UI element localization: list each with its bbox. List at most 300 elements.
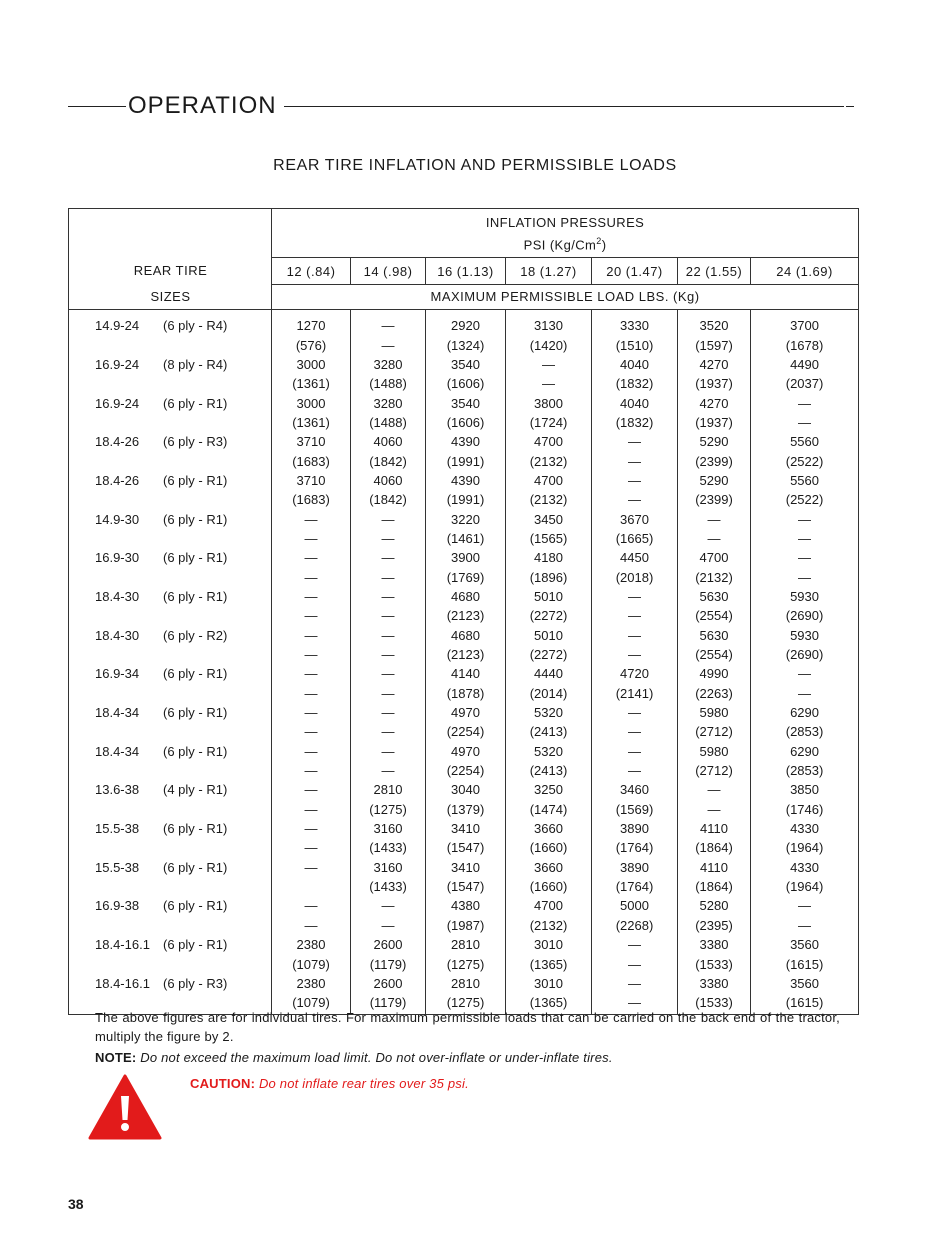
load-lbs-cell: —: [272, 896, 351, 915]
load-lbs-cell: —: [592, 935, 678, 954]
sizes-label: SIZES: [150, 289, 191, 304]
load-lbs-cell: —: [592, 974, 678, 993]
load-kg-cell: (2123): [426, 645, 506, 664]
load-lbs-cell: 4720: [592, 664, 678, 683]
table-title: REAR TIRE INFLATION AND PERMISSIBLE LOADS: [273, 157, 677, 174]
tire-ply-rating: (6 ply - R1): [163, 937, 228, 953]
load-kg-cell: (1615): [751, 954, 859, 973]
tire-size-cell: [69, 877, 272, 896]
header-rule-end: [846, 106, 854, 107]
inflation-pressures-header: [272, 209, 859, 258]
load-kg-cell: —: [351, 606, 426, 625]
load-lbs-cell: —: [751, 509, 859, 528]
load-lbs-cell: —: [592, 742, 678, 761]
load-kg-cell: (1379): [426, 800, 506, 819]
load-lbs-cell: 4700: [506, 432, 592, 451]
load-lbs-cell: 4380: [426, 896, 506, 915]
load-kg-cell: (2395): [678, 916, 751, 935]
tire-size-cell: [69, 587, 272, 606]
load-kg-cell: (1533): [678, 954, 751, 973]
load-kg-cell: —: [678, 800, 751, 819]
tire-size-cell: [69, 413, 272, 432]
load-kg-cell: —: [592, 451, 678, 470]
load-kg-cell: (1896): [506, 567, 592, 586]
load-lbs-cell: 3670: [592, 509, 678, 528]
pressure-header-cell: 16 (1.13): [426, 258, 506, 284]
load-lbs-cell: —: [272, 548, 351, 567]
tire-size-cell: [69, 916, 272, 935]
tire-size: 18.4-30: [95, 627, 140, 643]
table-row: [69, 335, 859, 354]
load-lbs-cell: —: [678, 509, 751, 528]
load-lbs-cell: 5630: [678, 587, 751, 606]
load-kg-cell: —: [351, 567, 426, 586]
load-kg-cell: (1987): [426, 916, 506, 935]
load-kg-cell: (2690): [751, 606, 859, 625]
load-lbs-cell: 3000: [272, 393, 351, 412]
load-lbs-cell: 3660: [506, 858, 592, 877]
load-lbs-cell: —: [272, 742, 351, 761]
load-lbs-cell: 3380: [678, 935, 751, 954]
load-kg-cell: —: [272, 838, 351, 857]
tire-ply-rating: (6 ply - R3): [163, 975, 228, 991]
tire-size-cell: [69, 335, 272, 354]
tire-size-cell: [69, 800, 272, 819]
load-lbs-cell: 5320: [506, 703, 592, 722]
load-kg-cell: (1547): [426, 877, 506, 896]
table-row: [69, 684, 859, 703]
load-kg-cell: —: [751, 529, 859, 548]
load-kg-cell: —: [351, 684, 426, 703]
tire-ply-rating: (6 ply - R1): [163, 395, 228, 411]
load-lbs-cell: 4390: [426, 471, 506, 490]
load-kg-cell: (1275): [351, 800, 426, 819]
tire-size: 16.9-24: [95, 395, 140, 411]
tire-size-cell: [69, 606, 272, 625]
tire-size-cell: [69, 355, 272, 374]
load-lbs-cell: 4330: [751, 819, 859, 838]
load-kg-cell: (2413): [506, 722, 592, 741]
load-lbs-cell: 5280: [678, 896, 751, 915]
load-lbs-cell: 3410: [426, 819, 506, 838]
load-kg-cell: (1665): [592, 529, 678, 548]
load-kg-cell: —: [351, 916, 426, 935]
load-kg-cell: —: [592, 761, 678, 780]
load-lbs-cell: 3540: [426, 393, 506, 412]
load-kg-cell: (1864): [678, 838, 751, 857]
load-kg-cell: (1361): [272, 413, 351, 432]
load-kg-cell: (1510): [592, 335, 678, 354]
load-lbs-cell: 5560: [751, 432, 859, 451]
load-lbs-cell: 4680: [426, 587, 506, 606]
load-lbs-cell: 5630: [678, 626, 751, 645]
load-lbs-cell: 4060: [351, 471, 426, 490]
load-kg-cell: (2254): [426, 761, 506, 780]
load-lbs-cell: 4450: [592, 548, 678, 567]
load-kg-cell: (2254): [426, 722, 506, 741]
load-kg-cell: (576): [272, 335, 351, 354]
load-lbs-cell: 1270: [272, 310, 351, 336]
load-kg-cell: (2018): [592, 567, 678, 586]
table-row: [69, 703, 859, 722]
load-lbs-cell: 5000: [592, 896, 678, 915]
load-lbs-cell: 5290: [678, 432, 751, 451]
load-kg-cell: (1533): [678, 993, 751, 1015]
load-kg-cell: (1864): [678, 877, 751, 896]
load-kg-cell: (2522): [751, 451, 859, 470]
load-kg-cell: (1420): [506, 335, 592, 354]
load-lbs-cell: 3330: [592, 310, 678, 336]
load-kg-cell: (1569): [592, 800, 678, 819]
tire-size: 18.4-30: [95, 588, 140, 604]
load-lbs-cell: —: [351, 626, 426, 645]
load-lbs-cell: 3520: [678, 310, 751, 336]
tire-size: 16.9-24: [95, 356, 140, 372]
table-row: [69, 432, 859, 451]
load-lbs-cell: 3540: [426, 355, 506, 374]
load-lbs-cell: 3890: [592, 858, 678, 877]
note-label: NOTE:: [95, 1050, 137, 1065]
load-lbs-cell: 4110: [678, 858, 751, 877]
tire-ply-rating: (6 ply - R1): [163, 472, 228, 488]
tire-ply-rating: (6 ply - R1): [163, 821, 228, 837]
tire-ply-rating: (6 ply - R1): [163, 666, 228, 682]
load-lbs-cell: 3850: [751, 780, 859, 799]
load-kg-cell: (1683): [272, 451, 351, 470]
tire-size-cell: [69, 567, 272, 586]
tire-ply-rating: (6 ply - R1): [163, 588, 228, 604]
load-kg-cell: (2853): [751, 761, 859, 780]
table-row: [69, 877, 859, 896]
load-lbs-cell: 4060: [351, 432, 426, 451]
rear-tire-sizes-header: [69, 209, 272, 310]
tire-size-cell: [69, 432, 272, 451]
tire-size: 16.9-30: [95, 550, 140, 566]
load-kg-cell: [272, 877, 351, 896]
load-lbs-cell: 2920: [426, 310, 506, 336]
load-lbs-cell: 4390: [426, 432, 506, 451]
caution-label: CAUTION:: [190, 1076, 256, 1091]
table-row: [69, 954, 859, 973]
load-lbs-cell: —: [272, 703, 351, 722]
tire-size: 18.4-26: [95, 472, 140, 488]
load-kg-cell: —: [272, 916, 351, 935]
load-lbs-cell: 4700: [506, 471, 592, 490]
load-kg-cell: —: [272, 567, 351, 586]
load-kg-cell: —: [351, 529, 426, 548]
pressure-header-cell: 20 (1.47): [592, 258, 678, 284]
load-lbs-cell: —: [351, 509, 426, 528]
tire-ply-rating: (6 ply - R2): [163, 627, 228, 643]
table-row: [69, 626, 859, 645]
table-row: [69, 742, 859, 761]
load-kg-cell: —: [751, 567, 859, 586]
load-kg-cell: (1179): [351, 993, 426, 1015]
load-kg-cell: —: [506, 374, 592, 393]
load-kg-cell: —: [351, 761, 426, 780]
load-lbs-cell: 4110: [678, 819, 751, 838]
load-lbs-cell: 3040: [426, 780, 506, 799]
table-row: [69, 896, 859, 915]
tire-size-cell: [69, 374, 272, 393]
load-kg-cell: (1565): [506, 529, 592, 548]
load-kg-cell: —: [351, 335, 426, 354]
tire-size-cell: [69, 703, 272, 722]
load-kg-cell: (2123): [426, 606, 506, 625]
load-lbs-cell: 3220: [426, 509, 506, 528]
load-kg-cell: —: [272, 645, 351, 664]
tire-load-table-wrapper: [68, 208, 858, 1015]
load-kg-cell: (1324): [426, 335, 506, 354]
load-lbs-cell: 5930: [751, 626, 859, 645]
tire-size-cell: [69, 490, 272, 509]
load-kg-cell: (1764): [592, 877, 678, 896]
load-kg-cell: —: [592, 490, 678, 509]
load-lbs-cell: 3800: [506, 393, 592, 412]
tire-load-table: [68, 208, 859, 1015]
table-row: [69, 664, 859, 683]
load-lbs-cell: 3660: [506, 819, 592, 838]
load-kg-cell: —: [592, 722, 678, 741]
load-lbs-cell: —: [751, 393, 859, 412]
load-kg-cell: —: [272, 722, 351, 741]
tire-ply-rating: (4 ply - R1): [163, 782, 228, 798]
load-kg-cell: —: [351, 722, 426, 741]
table-row: [69, 355, 859, 374]
load-lbs-cell: —: [272, 587, 351, 606]
load-kg-cell: (1660): [506, 838, 592, 857]
tire-size-cell: [69, 529, 272, 548]
tire-ply-rating: (6 ply - R1): [163, 859, 228, 875]
load-kg-cell: (2413): [506, 761, 592, 780]
load-lbs-cell: —: [272, 626, 351, 645]
table-row: [69, 916, 859, 935]
load-lbs-cell: —: [351, 587, 426, 606]
load-kg-cell: (2132): [506, 451, 592, 470]
load-lbs-cell: —: [272, 858, 351, 877]
load-lbs-cell: 4990: [678, 664, 751, 683]
tire-size-cell: [69, 819, 272, 838]
table-row: [69, 471, 859, 490]
load-lbs-cell: 3160: [351, 858, 426, 877]
load-kg-cell: (1678): [751, 335, 859, 354]
footnote: The above figures are for individual tires. For maximum permissible loads that can be carried on the back end of the tractor, multiply the figure by 2.: [95, 1010, 840, 1044]
load-lbs-cell: 4180: [506, 548, 592, 567]
tire-size-cell: [69, 974, 272, 993]
load-kg-cell: —: [751, 684, 859, 703]
tire-size-cell: [69, 626, 272, 645]
tire-size-cell: [69, 451, 272, 470]
load-lbs-cell: 3410: [426, 858, 506, 877]
tire-size: 15.5-38: [95, 859, 140, 875]
load-kg-cell: —: [751, 916, 859, 935]
table-row: [69, 490, 859, 509]
tire-size: 18.4-34: [95, 705, 140, 721]
load-lbs-cell: —: [272, 819, 351, 838]
load-kg-cell: (1842): [351, 490, 426, 509]
load-lbs-cell: 5980: [678, 742, 751, 761]
pressure-header-cell: 18 (1.27): [506, 258, 592, 284]
load-lbs-cell: 4700: [678, 548, 751, 567]
load-lbs-cell: —: [506, 355, 592, 374]
load-kg-cell: (1683): [272, 490, 351, 509]
load-kg-cell: (2522): [751, 490, 859, 509]
load-kg-cell: (2399): [678, 451, 751, 470]
load-kg-cell: (1474): [506, 800, 592, 819]
load-kg-cell: (1937): [678, 413, 751, 432]
load-lbs-cell: 3280: [351, 393, 426, 412]
load-kg-cell: —: [351, 645, 426, 664]
tire-size: 16.9-38: [95, 898, 140, 914]
load-kg-cell: (2853): [751, 722, 859, 741]
load-kg-cell: (1964): [751, 877, 859, 896]
load-lbs-cell: —: [592, 626, 678, 645]
load-lbs-cell: 3280: [351, 355, 426, 374]
load-kg-cell: —: [592, 606, 678, 625]
load-kg-cell: (1724): [506, 413, 592, 432]
load-lbs-cell: 4680: [426, 626, 506, 645]
load-kg-cell: (1842): [351, 451, 426, 470]
load-lbs-cell: 5290: [678, 471, 751, 490]
table-body: [69, 310, 859, 1015]
section-title: OPERATION: [126, 90, 279, 122]
load-kg-cell: (1361): [272, 374, 351, 393]
tire-ply-rating: (6 ply - R3): [163, 434, 228, 450]
load-lbs-cell: 5930: [751, 587, 859, 606]
tire-size-cell: [69, 780, 272, 799]
load-lbs-cell: 2600: [351, 935, 426, 954]
load-lbs-cell: 5980: [678, 703, 751, 722]
load-lbs-cell: —: [272, 780, 351, 799]
table-row: [69, 548, 859, 567]
load-kg-cell: (2263): [678, 684, 751, 703]
table-row: [69, 838, 859, 857]
load-lbs-cell: 4700: [506, 896, 592, 915]
table-row: [69, 722, 859, 741]
load-lbs-cell: 4270: [678, 393, 751, 412]
load-kg-cell: —: [592, 645, 678, 664]
header-rule-right: [284, 106, 844, 107]
load-kg-cell: (2712): [678, 722, 751, 741]
table-row: [69, 606, 859, 625]
load-kg-cell: (1832): [592, 413, 678, 432]
pressure-header-cell: 24 (1.69): [751, 258, 859, 284]
load-lbs-cell: 2380: [272, 974, 351, 993]
table-row: [69, 858, 859, 877]
load-lbs-cell: 2600: [351, 974, 426, 993]
load-kg-cell: (1597): [678, 335, 751, 354]
tire-size-cell: [69, 761, 272, 780]
load-lbs-cell: 3460: [592, 780, 678, 799]
tire-size: 13.6-38: [95, 782, 140, 798]
tire-size: 18.4-26: [95, 434, 140, 450]
tire-size: 14.9-24: [95, 318, 140, 334]
load-kg-cell: (1179): [351, 954, 426, 973]
load-kg-cell: (1365): [506, 954, 592, 973]
load-kg-cell: —: [272, 606, 351, 625]
header-rule-left: [68, 106, 128, 107]
load-kg-cell: (2399): [678, 490, 751, 509]
load-kg-cell: —: [272, 800, 351, 819]
load-lbs-cell: 4040: [592, 355, 678, 374]
tire-ply-rating: (6 ply - R1): [163, 743, 228, 759]
tire-ply-rating: (6 ply - R4): [163, 318, 228, 334]
load-lbs-cell: 4140: [426, 664, 506, 683]
load-lbs-cell: 3560: [751, 974, 859, 993]
load-kg-cell: (1660): [506, 877, 592, 896]
tire-size-cell: [69, 509, 272, 528]
tire-size: 16.9-34: [95, 666, 140, 682]
load-lbs-cell: —: [351, 703, 426, 722]
load-kg-cell: —: [678, 529, 751, 548]
load-lbs-cell: 4330: [751, 858, 859, 877]
psi-units-label: PSI (Kg/Cm$^2$): [523, 235, 607, 252]
load-lbs-cell: 3450: [506, 509, 592, 528]
tire-size-cell: [69, 645, 272, 664]
load-lbs-cell: 3700: [751, 310, 859, 336]
tire-ply-rating: (8 ply - R4): [163, 356, 228, 372]
note-text: Do not exceed the maximum load limit. Do not over-inflate or under-inflate tires.: [140, 1050, 613, 1065]
load-lbs-cell: 5560: [751, 471, 859, 490]
load-lbs-cell: —: [272, 664, 351, 683]
load-kg-cell: (1606): [426, 374, 506, 393]
load-lbs-cell: —: [272, 509, 351, 528]
load-lbs-cell: 5010: [506, 626, 592, 645]
table-row: [69, 800, 859, 819]
load-lbs-cell: 4040: [592, 393, 678, 412]
load-lbs-cell: 3900: [426, 548, 506, 567]
page-number: 38: [68, 1196, 84, 1212]
load-kg-cell: (1746): [751, 800, 859, 819]
load-kg-cell: (1079): [272, 993, 351, 1015]
load-lbs-cell: —: [751, 664, 859, 683]
load-lbs-cell: —: [751, 896, 859, 915]
load-kg-cell: (1488): [351, 374, 426, 393]
tire-size-cell: [69, 838, 272, 857]
table-row: [69, 587, 859, 606]
table-row: [69, 819, 859, 838]
load-lbs-cell: 4970: [426, 742, 506, 761]
load-kg-cell: (2014): [506, 684, 592, 703]
load-lbs-cell: —: [351, 310, 426, 336]
table-row: [69, 974, 859, 993]
tire-size-cell: [69, 858, 272, 877]
tire-ply-rating: (6 ply - R1): [163, 705, 228, 721]
table-row: [69, 413, 859, 432]
tire-size-cell: [69, 742, 272, 761]
table-row: [69, 935, 859, 954]
load-kg-cell: (1606): [426, 413, 506, 432]
tire-size-cell: [69, 954, 272, 973]
load-kg-cell: (1991): [426, 451, 506, 470]
load-kg-cell: (1991): [426, 490, 506, 509]
tire-size-cell: [69, 935, 272, 954]
load-kg-cell: (1433): [351, 838, 426, 857]
load-kg-cell: (1547): [426, 838, 506, 857]
load-kg-cell: (1079): [272, 954, 351, 973]
load-lbs-cell: 2810: [351, 780, 426, 799]
load-lbs-cell: 3710: [272, 432, 351, 451]
load-kg-cell: —: [751, 413, 859, 432]
caution: [190, 1076, 469, 1091]
load-kg-cell: (2272): [506, 606, 592, 625]
max-load-header: MAXIMUM PERMISSIBLE LOAD LBS. (Kg): [272, 284, 859, 309]
load-lbs-cell: 6290: [751, 742, 859, 761]
load-kg-cell: —: [272, 761, 351, 780]
load-lbs-cell: —: [592, 703, 678, 722]
load-lbs-cell: 4490: [751, 355, 859, 374]
load-kg-cell: (2037): [751, 374, 859, 393]
